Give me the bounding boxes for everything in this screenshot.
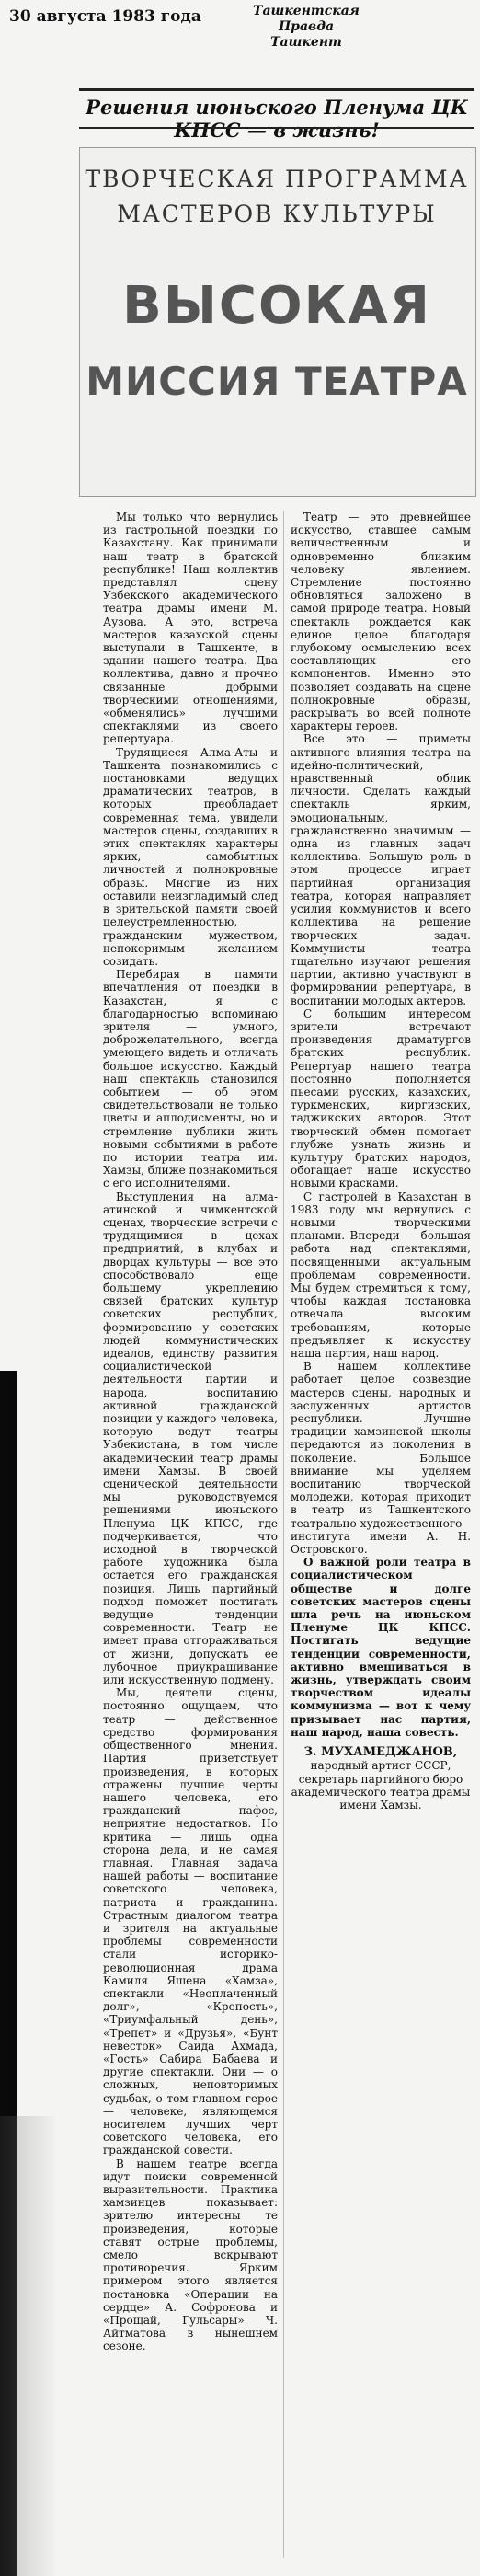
author-signature — [291, 1746, 471, 1811]
paragraph: В нашем коллективе работает целое созвездие мастеров сцены, народных и заслуженных артистов республики. Лучшие традиции хамзинской школы передаются из поколения в поколение. Большое внимание мы уделяем воспитанию творческой молодежи, которая приходит в театр из Ташкентского театрально-художественного института имени А. Н. Островского. — [291, 1360, 471, 1557]
paragraph: Мы, деятели сцены, постоянно ощущаем, что театр — действенное средство формирования общественного мнения. Партия приветствует произведения, в которых отражены лучшие черты нашего человека, его гражданский пафос, неприятие недостатков. Но критика — лишь одна сторона дела, и не самая главная. Главная задача нашей работы — воспитание советского человека, патриота и гражданина. Страстным диалогом театра и зрителя на актуальные проблемы современности стали историко-революционная драма Камиля Яшена «Хамза», спектакли «Неоплаченный долг», «Крепость», «Триумфальный день», «Трепет» и «Друзья», «Бунт невесток» Саида Ахмада, «Гость» Сабира Бабаева и другие спектакли. Они — о сложных, неповторимых судьбах, о том главном герое — человеке, являющемся носителем лучших черт советского человека, его гражданской совести. — [103, 1686, 278, 2157]
article-left-column — [103, 511, 278, 2562]
column-separator — [283, 511, 284, 2558]
rubric — [79, 162, 474, 232]
paragraph: Перебирая в памяти впечатления от поездки в Казахстан, я с благодарностью вспоминаю зрителя — умного, доброжелательного, всегда умеющего видеть и отличать большое искусство. Каждый наш спектакль становился событием — об этом свидетельствовали не только цветы и аплодисменты, но и стремление публики жить новыми событиями в работе по истории театра им. Хамзы, ближе познакомиться с его исполнителями. — [103, 968, 278, 1190]
author-role: народный артист СССР, секретарь партийного бюро академического театра драмы имени Хамзы. — [291, 1759, 471, 1811]
paragraph: С гастролей в Казахстан в 1983 году мы вернулись с новыми творческими планами. Впереди — большая работа над спектаклями, посвященными актуальным проблемам современности. Мы будем стремиться к тому, чтобы каждая постановка отвечала высоким требованиям, которые предъявляет к искусству наша партия, наш народ. — [291, 1190, 471, 1360]
paragraph: В нашем театре всегда идут поиски современной выразительности. Практика хамзинцев показывает: зрителю интересны те произведения, которые ставят острые проблемы, смело вскрывают противоречия. Ярким примером этого является постановка «Операции на сердце» А. Софронова и «Прощай, Гульсары» Ч. Айтматова в нынешнем сезоне. — [103, 2156, 278, 2353]
rubric-line-1: ТВОРЧЕСКАЯ ПРОГРАММА — [85, 166, 469, 192]
top-rule — [79, 88, 474, 91]
paragraph: С большим интересом зрители встречают произведения драматургов братских республик. Репертуар нашего театра постоянно пополняется пьесами русских, казахских, туркменских, киргизских, таджикских авторов. Этот творческий обмен помогает глубже узнать жизнь и культуру братских народов, обогащает наше искусство новыми красками. — [291, 1006, 471, 1190]
article-right-column — [291, 511, 471, 2562]
paragraph: О важной роли театра в социалистическом обществе и долге советских мастеров сцены шла речь на июньском Пленуме ЦК КПСС. Постигать ведущие тенденции современности, активно вмешиваться в жизнь, утверждать своим творчеством идеалы коммунизма — вот к чему призывает нас партия, наш народ, наша совесть. — [291, 1556, 471, 1739]
headline-title-line-1: ВЫСОКАЯ — [122, 276, 431, 336]
rubric-line-2: МАСТЕРОВ КУЛЬТУРЫ — [117, 201, 437, 227]
newspaper-name: Ташкентская Правда — [253, 4, 360, 34]
issue-date: 30 августа 1983 года — [9, 7, 201, 26]
newspaper-masthead — [237, 4, 375, 51]
scan-shadow — [0, 2116, 55, 2576]
paragraph: Театр — это древнейшее искусство, ставшее самым величественным и одновременно близким человеку явлением. Стремление постоянно обновляться заложено в самой природе театра. Новый спектакль рождается как единое целое благодаря глубокому осмыслению всех составляющих его компонентов. Именно это позволяет создавать на сцене полнокровные образы, раскрывать во всей полноте характеры героев. — [291, 511, 471, 733]
slogan-rule — [79, 127, 474, 129]
author-name: З. МУХАМЕДЖАНОВ, — [303, 1745, 458, 1760]
paragraph: Мы только что вернулись из гастрольной поездки по Казахстану. Как принимали наш театр в братской республике! Наш коллектив представлял сцену Узбекского академического театра драмы имени М. Аузова. А это, встреча мастеров казахской сцены выступали в Ташкенте, в здании нашего театра. Два коллектива, давно и прочно связанные добрыми творческими отношениями, «обменялись» лучшими спектаклями из своего репертуара. — [103, 511, 278, 746]
paragraph: Все это — приметы активного влияния театра на идейно-политический, нравственный облик личности. Сделать каждый спектакль ярким, эмоциональным, гражданственно значимым — одна из главных задач коллектива. Большую роль в этом процессе играет партийная организация театра, которая направляет усилия коммунистов и всего коллектива на решение творческих задач. Коммунисты театра тщательно изучают решения партии, активно участвуют в формировании репертуара, в воспитании молодых актеров. — [291, 732, 471, 1007]
newspaper-city: Ташкент — [270, 35, 342, 50]
headline-title-line-2: МИССИЯ ТЕАТРА — [86, 359, 468, 404]
paragraph: Трудящиеся Алма-Аты и Ташкента познакомились с постановками ведущих драматических театров, в которых преобладает современная тема, увидели мастеров сцены, создавших в этих спектаклях характеры ярких, самобытных личностей и полнокровные образы. Многие из них оставили неизгладимый след в зрительской памяти своей целеустремленностью, гражданским мужеством, непокоримым желанием созидать. — [103, 745, 278, 968]
slogan: Решения июньского Пленума ЦК КПСС — в жизнь! — [86, 96, 468, 142]
paragraph: Выступления на алма-атинской и чимкентской сценах, творческие встречи с трудящимися в цехах предприятий, в клубах и дворцах культуры — все это способствовало еще большему укреплению связей братских культур советских республик, формированию у советских людей коммунистических идеалов, единству развития социалистической деятельности партии и народа, воспитанию активной гражданской позиции у каждого человека, которую ведут театры Узбекистана, в том числе академический театр драмы имени Хамзы. В своей сценической деятельности мы руководствуемся решениями июньского Пленума ЦК КПСС, где подчеркивается, что исходной в творческой работе художника была остается его гражданская позиция. Лишь партийный подход поможет постигать ведущие тенденции современности. Театр не имеет права отгораживаться от жизни, допускать ее лубочное приукрашивание или искусственную подмену. — [103, 1190, 278, 1687]
